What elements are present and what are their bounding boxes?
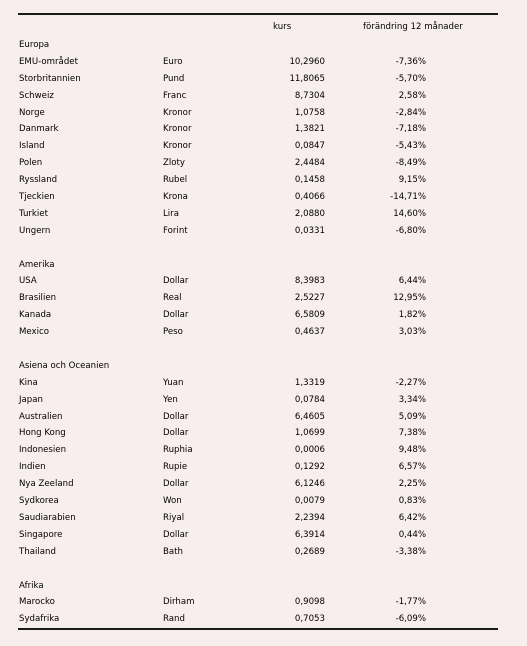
currency-cell: Kronor	[163, 124, 192, 135]
country-cell: Storbritannien	[19, 73, 81, 84]
country-cell: Norge	[19, 107, 45, 118]
kurs-cell: 1,3821	[294, 124, 325, 135]
change-cell: -8,49%	[395, 158, 426, 169]
country-cell: Saudiarabien	[19, 512, 76, 523]
bottom-rule	[18, 628, 498, 630]
currency-cell: Forint	[163, 225, 188, 236]
kurs-cell: 0,0006	[294, 445, 325, 456]
currency-cell: Pund	[163, 73, 185, 84]
kurs-cell: 6,4605	[294, 411, 325, 422]
table-row	[18, 273, 498, 290]
country-cell: Island	[19, 141, 45, 152]
table-row	[18, 172, 498, 189]
group-title: Afrika	[19, 580, 44, 591]
group-title-row	[18, 358, 498, 375]
kurs-cell: 6,3914	[294, 529, 325, 540]
group-title-row	[18, 578, 498, 595]
change-cell: 5,09%	[398, 411, 426, 422]
exchange-rate-table	[18, 13, 498, 630]
country-cell: Japan	[19, 394, 43, 405]
currency-cell: Ruphia	[163, 445, 193, 456]
kurs-cell: 0,4637	[294, 327, 325, 338]
currency-cell: Yen	[163, 394, 178, 405]
change-cell: -2,27%	[395, 377, 426, 388]
currency-cell: Euro	[163, 56, 183, 67]
change-cell: -14,71%	[390, 192, 426, 203]
group-title-row	[18, 37, 498, 54]
table-row	[18, 121, 498, 138]
group-title: Amerika	[19, 259, 55, 270]
header-kurs: kurs	[273, 22, 292, 32]
change-cell: 9,48%	[398, 445, 426, 456]
table-row	[18, 307, 498, 324]
kurs-cell: 2,0880	[294, 208, 325, 219]
kurs-cell: 10,2960	[289, 56, 325, 67]
currency-cell: Zloty	[163, 158, 185, 169]
change-cell: 3,34%	[398, 394, 426, 405]
change-cell: 3,03%	[398, 327, 426, 338]
country-cell: Sydkorea	[19, 496, 59, 507]
currency-cell: Yuan	[163, 377, 184, 388]
country-cell: Ungern	[19, 225, 51, 236]
table-row	[18, 375, 498, 392]
kurs-cell: 0,0847	[294, 141, 325, 152]
change-cell: 1,82%	[398, 310, 426, 321]
table-row	[18, 544, 498, 561]
table-row	[18, 105, 498, 122]
country-cell: Brasilien	[19, 293, 57, 304]
country-cell: Indonesien	[19, 445, 67, 456]
change-cell: -5,70%	[395, 73, 426, 84]
country-cell: Australien	[19, 411, 63, 422]
change-cell: -5,43%	[395, 141, 426, 152]
currency-cell: Dollar	[163, 411, 189, 422]
currency-cell: Real	[163, 293, 182, 304]
currency-cell: Dollar	[163, 310, 189, 321]
table-header	[18, 18, 498, 37]
table-row	[18, 138, 498, 155]
table-row	[18, 54, 498, 71]
table-row	[18, 88, 498, 105]
currency-cell: Kronor	[163, 107, 192, 118]
currency-cell: Dollar	[163, 276, 189, 287]
table-row	[18, 459, 498, 476]
currency-cell: Bath	[163, 546, 183, 557]
currency-cell: Riyal	[163, 512, 185, 523]
table-row	[18, 594, 498, 611]
kurs-cell: 1,0758	[294, 107, 325, 118]
kurs-cell: 8,3983	[294, 276, 325, 287]
currency-cell: Rubel	[163, 175, 188, 186]
kurs-cell: 2,5227	[294, 293, 325, 304]
table-row	[18, 493, 498, 510]
kurs-cell: 1,0699	[294, 428, 325, 439]
table-body	[18, 37, 498, 628]
country-cell: Tjeckien	[19, 192, 55, 203]
change-cell: 2,58%	[398, 90, 426, 101]
change-cell: 0,44%	[398, 529, 426, 540]
change-cell: -3,38%	[395, 546, 426, 557]
table-row	[18, 392, 498, 409]
kurs-cell: 2,4484	[294, 158, 325, 169]
kurs-cell: 0,2689	[294, 546, 325, 557]
group-title: Asiena och Oceanien	[19, 360, 110, 371]
country-cell: Kina	[19, 377, 38, 388]
currency-cell: Dollar	[163, 479, 189, 490]
country-cell: Thailand	[19, 546, 56, 557]
change-cell: 14,60%	[393, 208, 426, 219]
country-cell: Turkiet	[19, 208, 48, 219]
country-cell: Marocko	[19, 597, 55, 608]
currency-cell: Franc	[163, 90, 187, 101]
group-title-row	[18, 257, 498, 274]
kurs-cell: 0,4066	[294, 192, 325, 203]
change-cell: -1,77%	[395, 597, 426, 608]
table-row	[18, 510, 498, 527]
change-cell: 9,15%	[398, 175, 426, 186]
change-cell: -2,84%	[395, 107, 426, 118]
group-spacer	[18, 341, 498, 358]
kurs-cell: 6,5809	[294, 310, 325, 321]
country-cell: Hong Kong	[19, 428, 66, 439]
country-cell: Schweiz	[19, 90, 54, 101]
table-row	[18, 425, 498, 442]
kurs-cell: 2,2394	[294, 512, 325, 523]
currency-cell: Peso	[163, 327, 183, 338]
currency-cell: Dollar	[163, 529, 189, 540]
change-cell: 6,57%	[398, 462, 426, 473]
kurs-cell: 11,8065	[289, 73, 325, 84]
header-change: förändring 12 månader	[363, 22, 463, 32]
currency-cell: Kronor	[163, 141, 192, 152]
country-cell: Nya Zeeland	[19, 479, 74, 490]
country-cell: Sydafrika	[19, 614, 60, 625]
table-row	[18, 223, 498, 240]
currency-cell: Rand	[163, 614, 185, 625]
change-cell: -7,18%	[395, 124, 426, 135]
kurs-cell: 6,1246	[294, 479, 325, 490]
kurs-cell: 0,0079	[294, 496, 325, 507]
change-cell: 6,42%	[398, 512, 426, 523]
currency-cell: Lira	[163, 208, 179, 219]
change-cell: 12,95%	[393, 293, 426, 304]
currency-cell: Dirham	[163, 597, 195, 608]
country-cell: Kanada	[19, 310, 52, 321]
kurs-cell: 1,3319	[294, 377, 325, 388]
kurs-cell: 0,0784	[294, 394, 325, 405]
table-row	[18, 476, 498, 493]
country-cell: USA	[19, 276, 37, 287]
kurs-cell: 0,1458	[294, 175, 325, 186]
table-row	[18, 206, 498, 223]
table-row	[18, 290, 498, 307]
currency-cell: Krona	[163, 192, 188, 203]
group-spacer	[18, 561, 498, 578]
table-row	[18, 189, 498, 206]
table-row	[18, 442, 498, 459]
change-cell: 0,83%	[398, 496, 426, 507]
change-cell: -6,09%	[395, 614, 426, 625]
currency-cell: Won	[163, 496, 182, 507]
change-cell: 7,38%	[398, 428, 426, 439]
country-cell: Indien	[19, 462, 46, 473]
change-cell: 6,44%	[398, 276, 426, 287]
country-cell: Danmark	[19, 124, 59, 135]
kurs-cell: 0,0331	[294, 225, 325, 236]
kurs-cell: 0,9098	[294, 597, 325, 608]
country-cell: Singapore	[19, 529, 63, 540]
group-title: Europa	[19, 40, 50, 50]
table-row	[18, 155, 498, 172]
kurs-cell: 0,7053	[294, 614, 325, 625]
table-row	[18, 71, 498, 88]
table-row	[18, 324, 498, 341]
change-cell: -7,36%	[395, 56, 426, 67]
currency-cell: Rupie	[163, 462, 188, 473]
table-row	[18, 527, 498, 544]
table-row	[18, 611, 498, 628]
kurs-cell: 8,7304	[294, 90, 325, 101]
country-cell: Mexico	[19, 327, 50, 338]
change-cell: -6,80%	[395, 225, 426, 236]
kurs-cell: 0,1292	[294, 462, 325, 473]
table-row	[18, 409, 498, 426]
country-cell: Ryssland	[19, 175, 58, 186]
currency-cell: Dollar	[163, 428, 189, 439]
group-spacer	[18, 240, 498, 257]
change-cell: 2,25%	[398, 479, 426, 490]
country-cell: EMU-området	[19, 56, 78, 67]
country-cell: Polen	[19, 158, 43, 169]
